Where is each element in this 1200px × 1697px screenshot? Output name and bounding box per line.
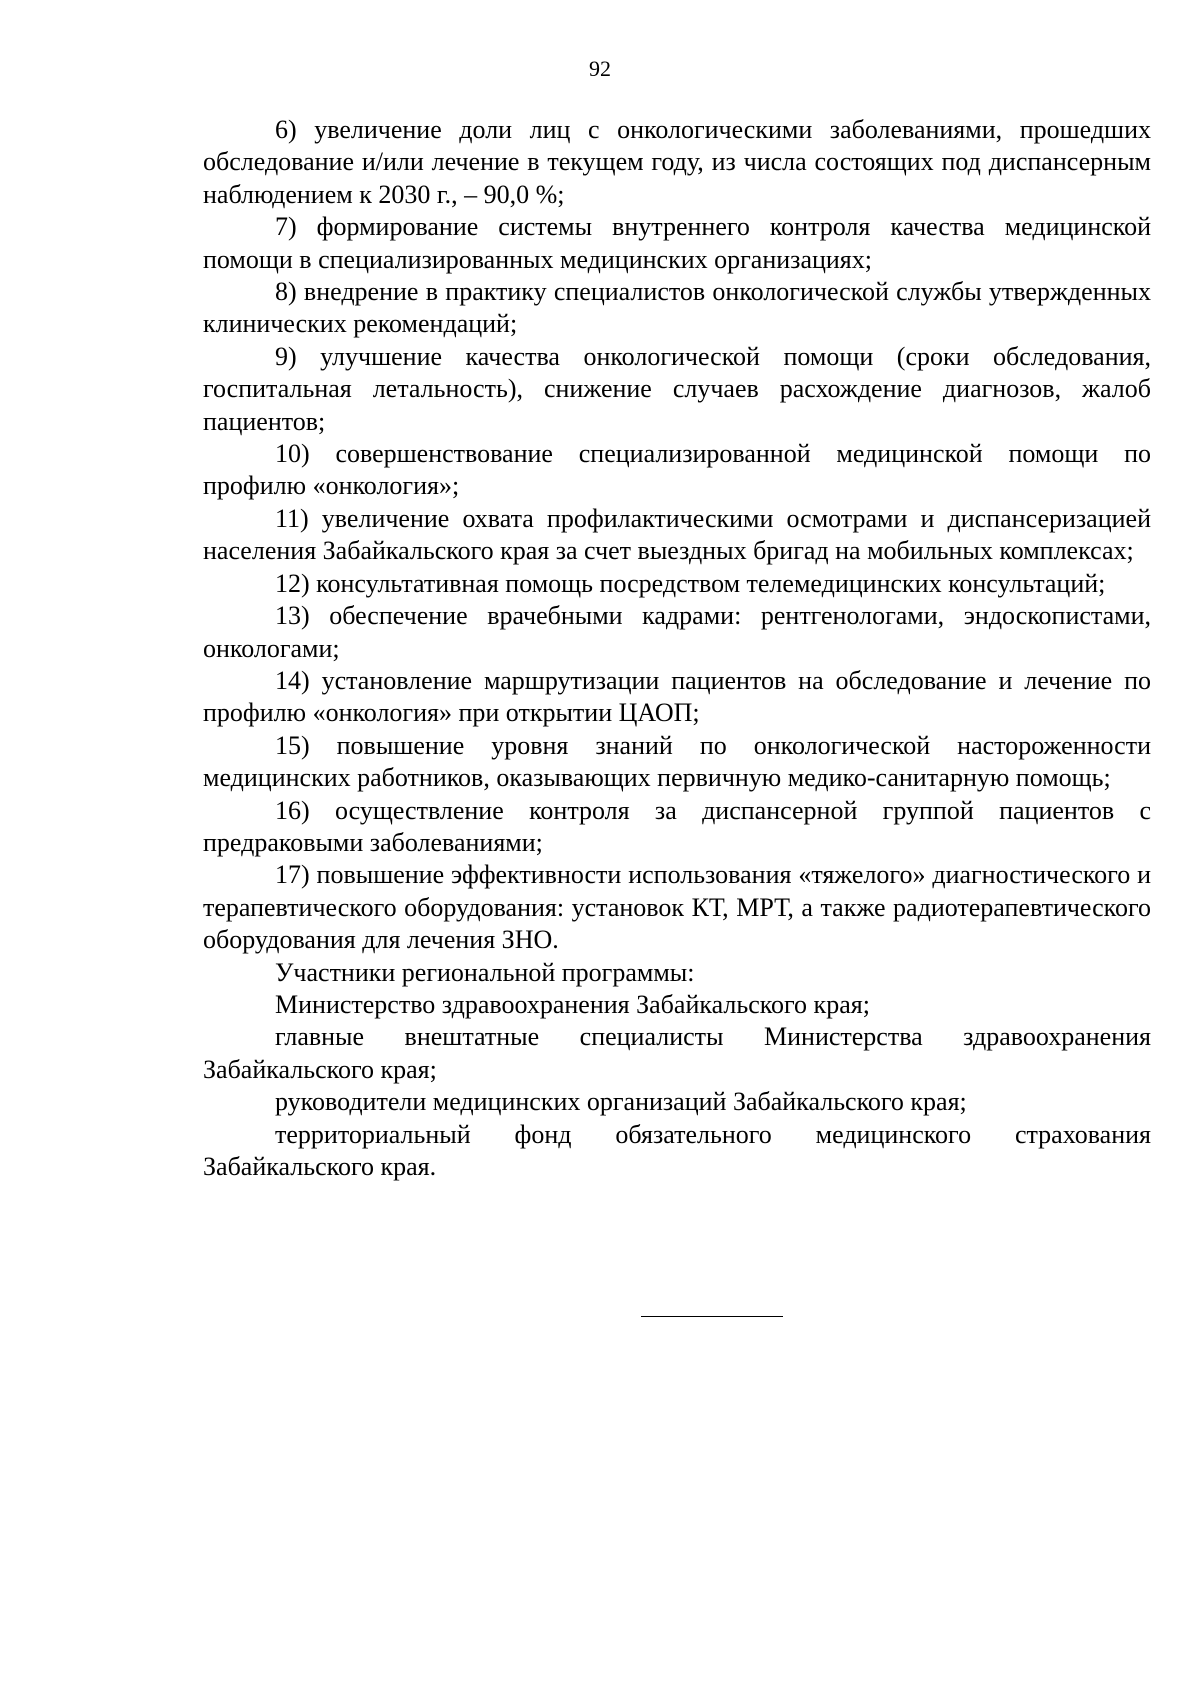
participant-insurance-fund: территориальный фонд обязательного медицинского страхования Забайкальского края. — [203, 1119, 1151, 1181]
participant-ministry: Министерство здравоохранения Забайкальского края; — [275, 989, 870, 1019]
participants-heading: Участники региональной программы: — [275, 957, 695, 987]
list-item-12: 12) консультативная помощь посредством телемедицинских консультаций; — [275, 568, 1106, 598]
list-item-13: 13) обеспечение врачебными кадрами: рентгенологами, эндоскопистами, онкологами; — [203, 601, 1151, 663]
list-item-10: 10) совершенствование специализированной медицинской помощи по профилю «онкология»; — [203, 439, 1151, 501]
list-item-17: 17) повышение эффективности использования «тяжелого» диагностического и терапевтического оборудования: установок КТ, МРТ, а также радиотерапевтического оборудования для лечения ЗНО. — [203, 860, 1151, 955]
end-divider — [641, 1316, 783, 1317]
list-item-15: 15) повышение уровня знаний по онкологической настороженности медицинских работников, оказывающих первичную медико-санитарную помощь; — [203, 730, 1151, 793]
list-item-9: 9) улучшение качества онкологической помощи (сроки обследования, госпитальная летальность), снижение случаев расхождение диагнозов, жалоб пациентов; — [203, 341, 1151, 436]
list-item-11: 11) увеличение охвата профилактическими осмотрами и диспансеризацией населения Забайкальского края за счет выездных бригад на мобильных комплексах; — [203, 503, 1151, 566]
page-number: 92 — [589, 56, 611, 81]
document-body — [203, 114, 1151, 1183]
list-item-7: 7) формирование системы внутреннего контроля качества медицинской помощи в специализированных медицинских организациях; — [203, 212, 1151, 274]
list-item-16: 16) осуществление контроля за диспансерной группой пациентов с предраковыми заболеваниями; — [203, 795, 1151, 857]
list-item-6: 6) увеличение доли лиц с онкологическими заболеваниями, прошедших обследование и/или лечение в текущем году, из числа состоящих под диспансерным наблюдением к 2030 г., – 90,0 %; — [203, 115, 1151, 209]
participant-chief-specialists: главные внештатные специалисты Министерства здравоохранения Забайкальского края; — [203, 1022, 1151, 1084]
participant-organization-heads: руководители медицинских организаций Забайкальского края; — [275, 1087, 967, 1117]
list-item-14: 14) установление маршрутизации пациентов на обследование и лечение по профилю «онкология» при открытии ЦАОП; — [203, 665, 1151, 728]
list-item-8: 8) внедрение в практику специалистов онкологической службы утвержденных клинических рекомендаций; — [203, 277, 1151, 339]
